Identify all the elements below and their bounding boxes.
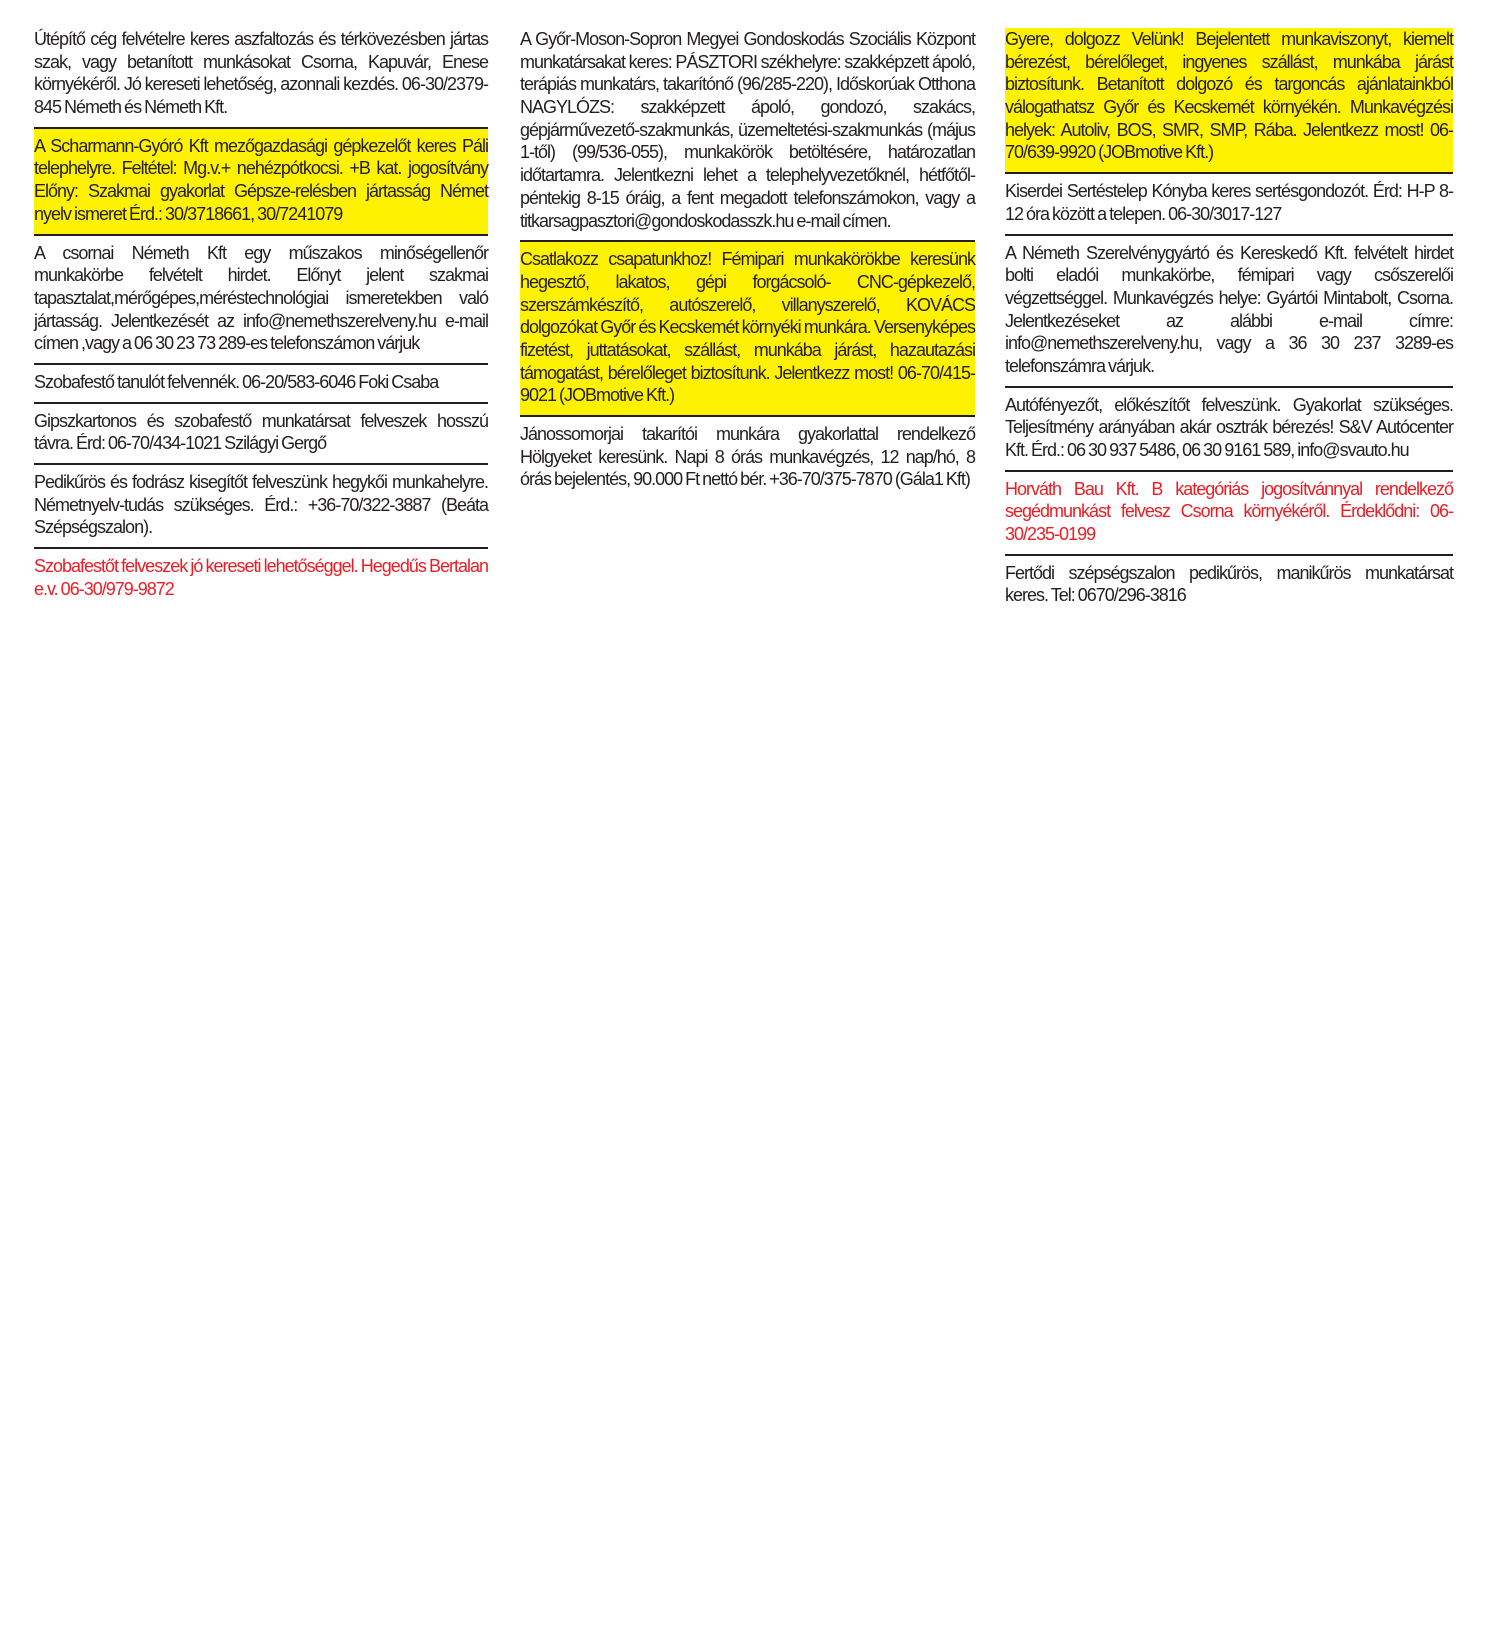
ad-metalwork-highlight bbox=[520, 240, 975, 415]
ad-text: Gyere, dolgozz Velünk! Bejelentett munkaviszonyt, kiemelt bérezést, bérelőleget, ingyenes szállást, munkába járást biztosítunk. Betanított dolgozó és targoncás ajánlatainkból válogathatsz Győr és Kecskemét környékén. Munkavégzési helyek: Autoliv, BOS, SMR, SMP, Rába. Jelentkezz most! 06-70/639-9920 (JOBmotive Kft.) bbox=[1005, 29, 1453, 163]
ad-nemeth-quality bbox=[34, 234, 488, 363]
ad-text: Szobafestő tanulót felvennék. 06-20/583-6046 Foki Csaba bbox=[34, 371, 439, 392]
ad-text: Horváth Bau Kft. B kategóriás jogosítvánnyal rendelkező segédmunkást felvesz Csorna környékéről. Érdeklődni: 06-30/235-0199 bbox=[1005, 478, 1453, 545]
ad-text: Fertődi szépségszalon pedikűrös, manikűrös munkatársat keres. Tel: 0670/296-3816 bbox=[1005, 562, 1453, 606]
ad-text: A csornai Németh Kft egy műszakos minőségellenőr munkakörbe felvételt hirdet. Előnyt jelent szakmai tapasztalat,mérőgépes,méréstechnológiai ismeretekben való jártasság. Jelentkezését az info@nemethszerelveny.hu e-mail címen ,vagy a 06 30 23 73 289-es telefonszámon várjuk bbox=[34, 242, 488, 354]
column-3 bbox=[1005, 28, 1453, 1650]
ad-jobmotive-highlight bbox=[1005, 28, 1453, 172]
ad-social-center bbox=[520, 28, 975, 240]
ad-text: Szobafestőt felveszek jó kereseti lehetőséggel. Hegedűs Bertalan e.v. 06-30/979-9872 bbox=[34, 556, 488, 599]
ad-painter-apprentice bbox=[34, 363, 488, 402]
ad-roadbuilder bbox=[34, 28, 488, 127]
ad-text: A Németh Szerelvénygyártó és Kereskedő Kft. felvételt hirdet bolti eladói munkakörbe, fémipari vagy csőszerelői végzettséggel. Munkavégzés helye: Gyártói Mintabolt, Csorna. Jelentkezéseket az alábbi e-mail címre: info@nemethszerelveny.hu, vagy a 36 30 237 3289-es telefonszámra várjuk. bbox=[1005, 242, 1453, 376]
ad-scharmann-highlight bbox=[34, 127, 488, 234]
ad-text: Kiserdei Sertéstelep Kónyba keres sertésgondozót. Érd: H-P 8-12 óra között a telepen. 06-30/3017-127 bbox=[1005, 181, 1453, 224]
ad-text: Gipszkartonos és szobafestő munkatársat felveszek hosszú távra. Érd: 06-70/434-1021 Szilágyi Gergő bbox=[34, 410, 488, 454]
ad-text: Autófényezőt, előkészítőt felveszünk. Gyakorlat szükséges. Teljesítmény arányában akár osztrák bérezés! S&V Autócenter Kft. Érd.: 06 30 937 5486, 06 30 9161 589, info@svauto.hu bbox=[1005, 394, 1453, 460]
ad-drywall bbox=[34, 402, 488, 463]
ad-text: A Scharmann-Gyóró Kft mezőgazdasági gépkezelőt keres Páli telephelyre. Feltétel: Mg.v.+ nehézpótkocsi. +B kat. jogosítvány Előny: Szakmai gyakorlat Gépsze-relésben jártasság Német nyelv ismeret Érd.: 30/3718661, 30/7241079 bbox=[34, 135, 488, 224]
ad-horvath-bau-red bbox=[1005, 470, 1453, 554]
ad-text: Pedikűrös és fodrász kisegítőt felveszünk hegykői munkahelyre. Németnyelv-tudás szükséges. Érd.: +36-70/322-3887 (Beáta Szépségszalon). bbox=[34, 472, 488, 538]
column-2 bbox=[520, 28, 975, 1650]
ad-car-painter bbox=[1005, 386, 1453, 470]
ad-cleaning bbox=[520, 415, 975, 499]
column-1 bbox=[34, 28, 488, 1650]
ad-beauty-salon bbox=[1005, 554, 1453, 615]
ad-text: Útépítő cég felvételre keres aszfaltozás és térkövezésben jártas szak, vagy betanított munkásokat Csorna, Kapuvár, Enese környékéről. Jó kereseti lehetőség, azonnali kezdés. 06-30/2379-845 Németh és Németh Kft. bbox=[34, 29, 488, 118]
ad-text: A Győr-Moson-Sopron Megyei Gondoskodás Szociális Központ munkatársakat keres: PÁSZTORI székhelyre: szakképzett ápoló, terápiás munkatárs, takarítónő (96/285-220), Időskorúak Otthona NAGYLÓZS: szakképzett ápoló, gondozó, szakács, gépjárművezető-szakmunkás, üzemeltetési-szakmunkás (május 1-től) (99/536-055), munkakörök betöltésére, határozatlan időtartamra. Jelentkezni lehet a telephelyvezetőknél, hétfőtől-péntekig 8-15 óráig, a fent megadott telefonszámokon, vagy a titkarsagpasztori@gondoskodasszk.hu e-mail címen. bbox=[520, 29, 975, 231]
ad-nemeth-sales bbox=[1005, 234, 1453, 386]
ad-pig-farm bbox=[1005, 172, 1453, 233]
ad-text: Jánossomorjai takarítói munkára gyakorlattal rendelkező Hölgyeket keresünk. Napi 8 órás munkavégzés, 12 nap/hó, 8 órás bejelentés, 90.000 Ft nettó bér. +36-70/375-7870 (Gála1 Kft) bbox=[520, 424, 975, 490]
ad-pedicure-hairdresser bbox=[34, 463, 488, 547]
ad-text: Csatlakozz csapatunkhoz! Fémipari munkakörökbe keresünk hegesztő, lakatos, gépi forgácsoló- CNC-gépkezelő, szerszámkészítő, autószerelő, villanyszerelő, KOVÁCS dolgozókat Győr és Kecskemét környéki munkára. Versenyképes fizetést, juttatásokat, szállást, munkába járást, hazautazási támogatást, bérelőleget biztosítunk. Jelentkezz most! 06-70/415-9021 (JOBmotive Kft.) bbox=[520, 249, 975, 406]
ad-painter-red bbox=[34, 547, 488, 608]
